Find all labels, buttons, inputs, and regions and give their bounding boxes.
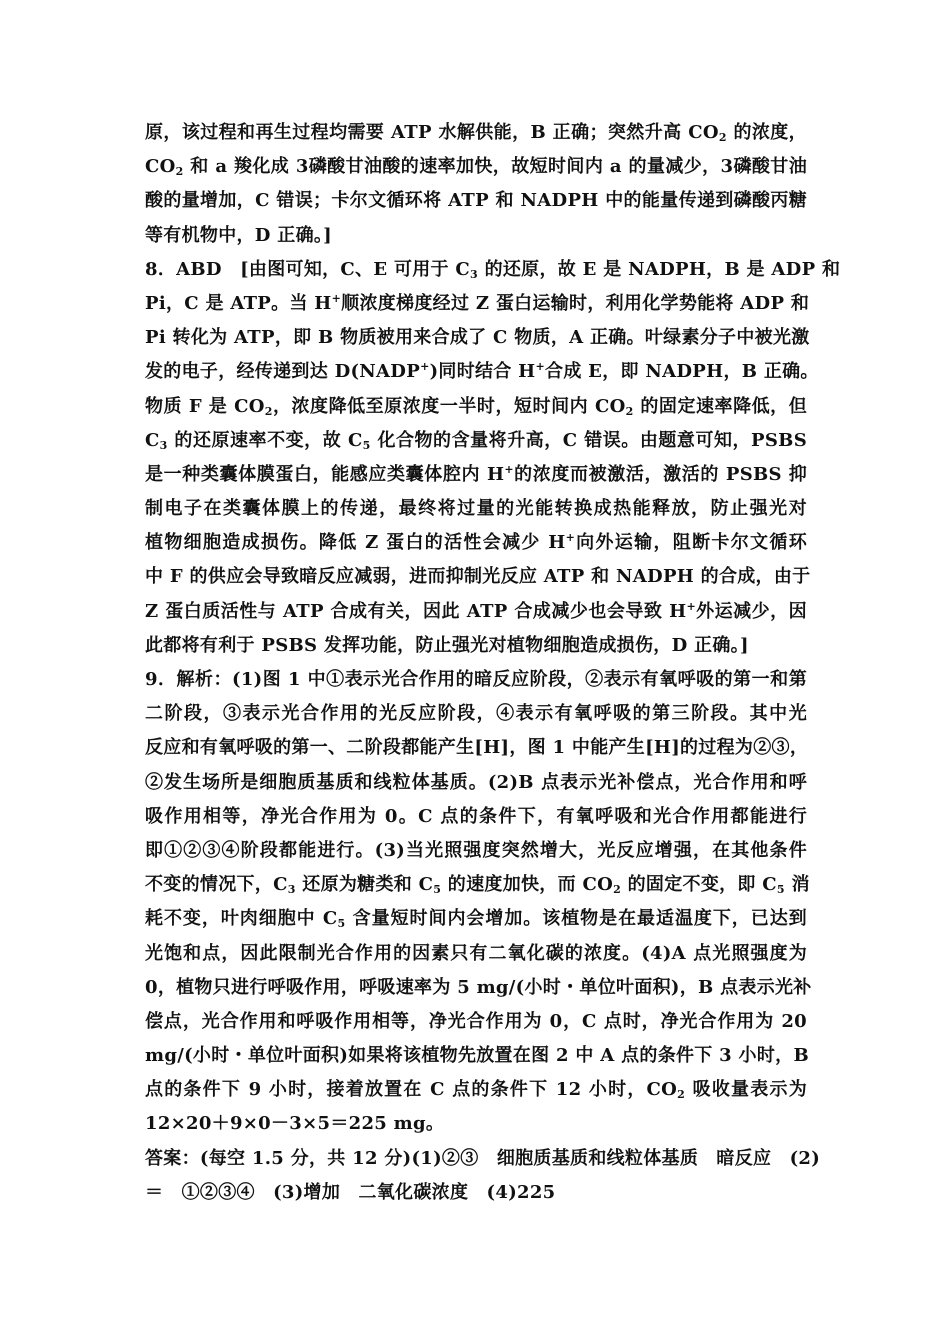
text-run: 原，该过程和再生过程均需要 ATP 水解供能，B 正确；突然升高 CO	[145, 122, 719, 143]
text-run: 二阶段，③表示光合作用的光反应阶段，④表示有氧呼吸的第三阶段。其中光	[145, 703, 807, 725]
text-line	[145, 424, 807, 458]
text-line	[145, 971, 812, 1005]
text-line	[145, 116, 807, 150]
text-run: 含量短时间内会增加。该植物是在最适温度下，已达到	[345, 908, 807, 930]
text-line	[145, 321, 810, 355]
text-run: 酸的量增加，C 错误；卡尔文循环将 ATP 和 NADPH 中的能量传递到磷酸丙糖	[145, 190, 807, 212]
superscript: +	[686, 599, 696, 613]
text-run: 反应和有氧呼吸的第一、二阶段都能产生[H]，图 1 中能产生[H]的过程为②③，	[145, 737, 809, 759]
text-run: 光饱和点，因此限制光合作用的因素只有二氧化碳的浓度。(4)A 点光照强度为	[145, 942, 807, 964]
text-run: 等有机物中，D 正确。]	[145, 224, 332, 246]
text-run: mg/(小时・单位叶面积)如果将该植物先放置在图 2 中 A 点的条件下 3 小时，B	[145, 1045, 809, 1067]
subscript: 5	[433, 883, 442, 897]
text-run: 制电子在类囊体膜上的传递，最终将过量的光能转换成热能释放，防止强光对	[145, 498, 807, 520]
text-run: 8．ABD [由图可知，C、E 可用于 C	[145, 258, 471, 280]
text-run: 和 a 羧化成 3磷酸甘油酸的速率加快，故短时间内 a 的量减少，3磷酸甘油	[183, 156, 807, 178]
text-run: 物质 F 是 CO	[145, 395, 265, 417]
subscript: 3	[287, 883, 296, 897]
subscript: 2	[718, 131, 727, 144]
text-run: 中 F 的供应会导致暗反应减弱，进而抑制光反应 ATP 和 NADPH 的合成，由于	[145, 566, 811, 588]
subscript: 5	[337, 917, 346, 931]
text-line	[145, 937, 807, 971]
subscript: 5	[776, 883, 785, 897]
text-line	[145, 1107, 807, 1141]
text-run: 化合物的含量将升高，C 错误。由题意可知，PSBS	[370, 429, 807, 451]
text-line	[145, 1142, 821, 1176]
text-run: 偿点，光合作用和呼吸作用相等，净光合作用为 0，C 点时，净光合作用为 20	[145, 1010, 807, 1032]
subscript: 2	[613, 883, 622, 897]
text-line	[145, 731, 807, 765]
text-run: 的还原速率不变，故 C	[167, 429, 363, 451]
text-run: 点的条件下 9 小时，接着放置在 C 点的条件下 12 小时，CO	[145, 1079, 678, 1101]
text-line	[145, 834, 807, 868]
text-run: 消	[784, 874, 810, 896]
text-run: 向外运输，阻断卡尔文循环	[575, 532, 807, 554]
text-line	[145, 458, 807, 492]
text-run: ②发生场所是细胞质基质和线粒体基质。(2)B 点表示光补偿点，光合作用和呼	[145, 771, 807, 793]
text-line	[145, 766, 807, 800]
text-line	[145, 697, 807, 731]
text-run: Z 蛋白质活性与 ATP 合成有关，因此 ATP 合成减少也会导致 H	[145, 600, 687, 622]
text-line	[145, 253, 841, 287]
text-run: 是一种类囊体膜蛋白，能感应类囊体腔内 H	[145, 463, 505, 485]
text-line	[145, 492, 807, 526]
text-run: 还原为糖类和 C	[295, 874, 434, 896]
subscript: 3	[470, 267, 479, 281]
text-run: 的速度加快，而 CO	[441, 874, 614, 896]
superscript: +	[331, 291, 342, 305]
text-line	[145, 1073, 807, 1107]
text-run: 吸收量表示为	[685, 1079, 807, 1101]
subscript: 2	[175, 165, 184, 179]
text-line	[145, 629, 807, 663]
text-run: 的固定不变，即 C	[621, 874, 777, 896]
superscript: +	[420, 360, 430, 374]
text-run: Pi，C 是 ATP。当 H	[145, 292, 332, 314]
text-run: 吸作用相等，净光合作用为 0。C 点的条件下，有氧呼吸和光合作用都能进行	[145, 805, 807, 827]
text-line	[145, 1005, 807, 1039]
subscript: 2	[264, 404, 273, 418]
text-run: )同时结合 H	[429, 361, 536, 383]
text-line	[145, 800, 807, 834]
subscript: 2	[625, 404, 634, 418]
text-run: C	[145, 429, 160, 451]
text-run: 的还原，故 E 是 NADPH，B 是 ADP 和	[478, 258, 841, 280]
text-run: 发的电子，经传递到达 D(NADP	[145, 361, 421, 383]
text-run: 9．解析：(1)图 1 中①表示光合作用的暗反应阶段，②表示有氧呼吸的第一和第	[145, 669, 807, 690]
text-run: Pi 转化为 ATP，即 B 物质被用来合成了 C 物质，A 正确。叶绿素分子中被光激	[145, 327, 810, 349]
text-run: 的浓度而被激活，激活的 PSBS 抑	[513, 463, 807, 485]
text-line	[145, 560, 811, 594]
superscript: +	[504, 462, 514, 476]
text-run: 合成 E，即 NADPH，B 正确。	[545, 361, 819, 383]
text-line	[145, 150, 807, 184]
subscript: 3	[159, 438, 168, 452]
text-line	[145, 184, 807, 218]
text-run: CO	[145, 156, 176, 178]
text-line	[145, 595, 807, 629]
answer-document	[145, 116, 841, 1210]
text-run: ，浓度降低至原浓度一半时，短时间内 CO	[272, 395, 626, 417]
text-run: 耗不变，叶肉细胞中 C	[145, 908, 338, 930]
text-run: 不变的情况下，C	[145, 874, 288, 896]
text-run: 此都将有利于 PSBS 发挥功能，防止强光对植物细胞造成损伤，D 正确。]	[145, 634, 749, 656]
text-run: 即①②③④阶段都能进行。(3)当光照强度突然增大，光反应增强，在其他条件	[145, 839, 807, 861]
text-line	[145, 1176, 807, 1210]
text-line	[145, 219, 807, 253]
text-run: 植物细胞造成损伤。降低 Z 蛋白的活性会减少 H	[145, 532, 566, 554]
text-run: 的固定速率降低，但	[633, 395, 808, 417]
text-run: ＝ ①②③④ (3)增加 二氧化碳浓度 (4)225	[145, 1181, 556, 1203]
text-line	[145, 355, 819, 389]
text-run: 的浓度，	[726, 122, 807, 143]
text-run: 0，植物只进行呼吸作用，呼吸速率为 5 mg/(小时・单位叶面积)，B 点表示光补	[145, 976, 812, 998]
text-run: 外运减少，因	[695, 600, 807, 622]
text-line	[145, 287, 810, 321]
subscript: 2	[677, 1088, 686, 1102]
subscript: 5	[362, 438, 371, 452]
text-line	[145, 390, 807, 424]
text-run: 12×20＋9×0－3×5＝225 mg。	[145, 1113, 445, 1135]
text-run: 顺浓度梯度经过 Z 蛋白运输时，利用化学势能将 ADP 和	[341, 292, 810, 314]
superscript: +	[535, 360, 546, 374]
text-line	[145, 868, 810, 902]
text-line	[145, 663, 807, 697]
text-line	[145, 1039, 807, 1073]
text-run: 答案：(每空 1.5 分，共 12 分)(1)②③ 细胞质基质和线粒体基质 暗反应 (2)	[145, 1147, 821, 1169]
text-line	[145, 902, 807, 936]
superscript: +	[565, 531, 576, 545]
text-line	[145, 526, 807, 560]
